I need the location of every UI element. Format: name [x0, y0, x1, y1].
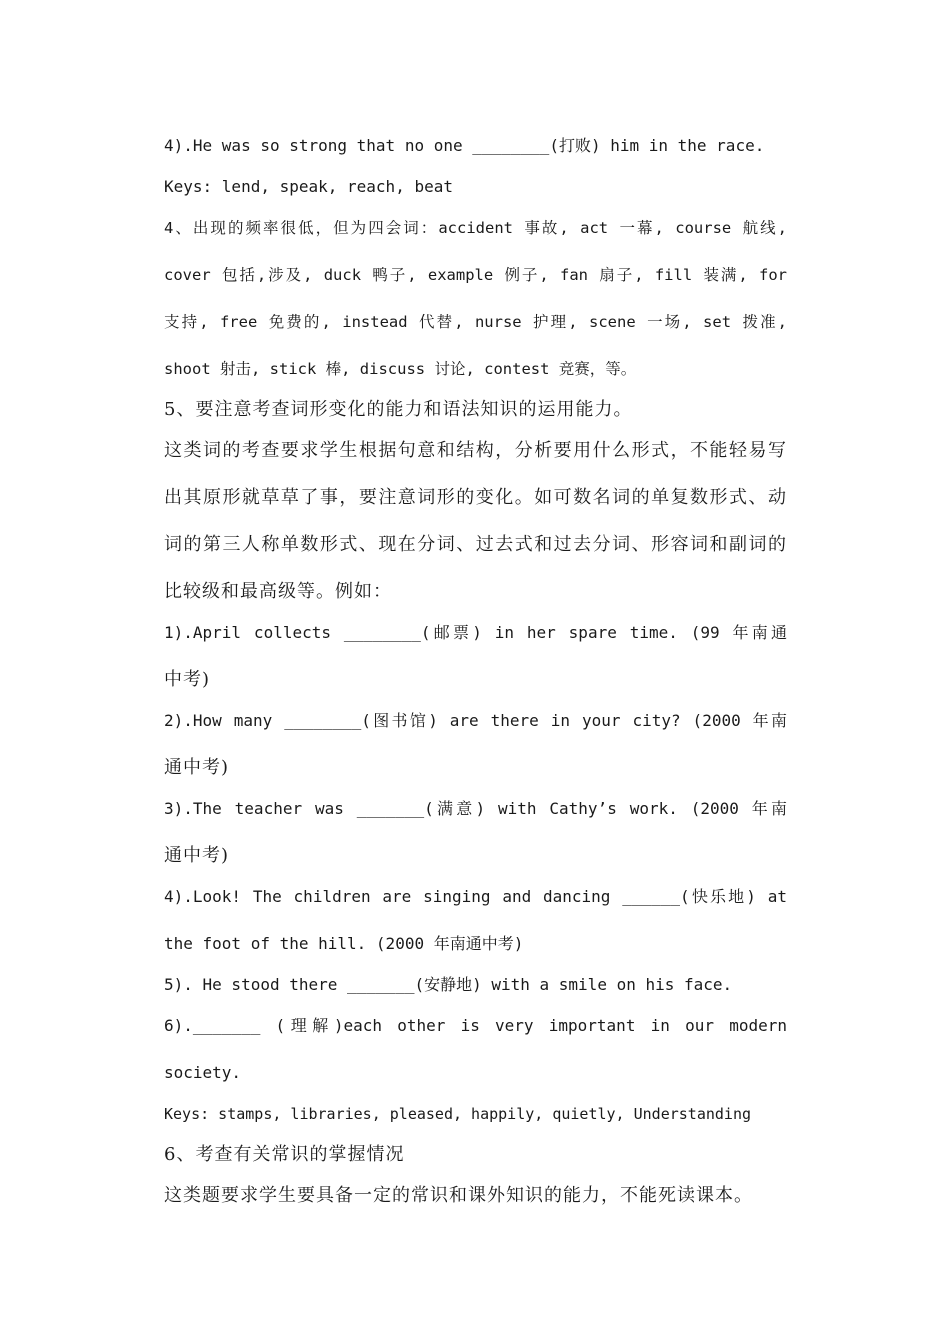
example-2-line-1: 2).How many ________(图书馆) are there in your city? (2000 年南 [164, 711, 787, 730]
example-5-line: 5). He stood there _______(安静地) with a smile on his face. [164, 975, 733, 994]
exercise-4-line: 4).He was so strong that no one ________(打败) him in the race. [164, 136, 765, 155]
example-6-line-1: 6)._______ (理解)each other is very important in our modern [164, 1016, 787, 1035]
section-5-paragraph-line-3: 词的第三人称单数形式、现在分词、过去式和过去分词、形容词和副词的 [164, 534, 787, 555]
section-4-heading: 4、出现的频率很低，但为四会词：accident 事故, act 一幕, course 航线, [164, 219, 787, 237]
section-6-paragraph: 这类题要求学生要具备一定的常识和课外知识的能力，不能死读课本。 [164, 1185, 753, 1206]
example-1-line-2: 中考) [164, 669, 211, 690]
section-5-paragraph-line-2: 出其原形就草草了事，要注意词形的变化。如可数名词的单复数形式、动 [164, 487, 787, 508]
section-6-heading: 6、考查有关常识的掌握情况 [164, 1144, 405, 1165]
example-1-line-1: 1).April collects ________(邮票) in her spare time. (99 年南通 [164, 623, 787, 642]
example-2-line-2: 通中考) [164, 757, 230, 778]
example-3-line-1: 3).The teacher was _______(满意) with Cathy’s work. (2000 年南 [164, 799, 787, 818]
section-5-heading: 5、要注意考查词形变化的能力和语法知识的运用能力。 [164, 399, 633, 420]
section-5-paragraph-line-4: 比较级和最高级等。例如： [164, 581, 392, 602]
example-3-line-2: 通中考) [164, 845, 230, 866]
section-4-line-4: shoot 射击, stick 棒, discuss 讨论, contest 竞赛，等。 [164, 360, 637, 378]
section-4-line-2: cover 包括,涉及, duck 鸭子, example 例子, fan 扇子, fill 装满, for [164, 266, 787, 284]
keys-line-2: Keys: stamps, libraries, pleased, happily, quietly, Understanding [164, 1105, 751, 1123]
section-4-line-3: 支持, free 免费的, instead 代替, nurse 护理, scene 一场, set 拨准, [164, 313, 787, 331]
example-6-line-2: society. [164, 1063, 242, 1082]
section-5-paragraph-line-1: 这类词的考查要求学生根据句意和结构，分析要用什么形式，不能轻易写 [164, 440, 787, 461]
example-4-line-2: the foot of the hill. (2000 年南通中考) [164, 934, 524, 953]
example-4-line-1: 4).Look! The children are singing and dancing ______(快乐地) at [164, 887, 787, 906]
keys-line-1: Keys: lend, speak, reach, beat [164, 177, 453, 196]
